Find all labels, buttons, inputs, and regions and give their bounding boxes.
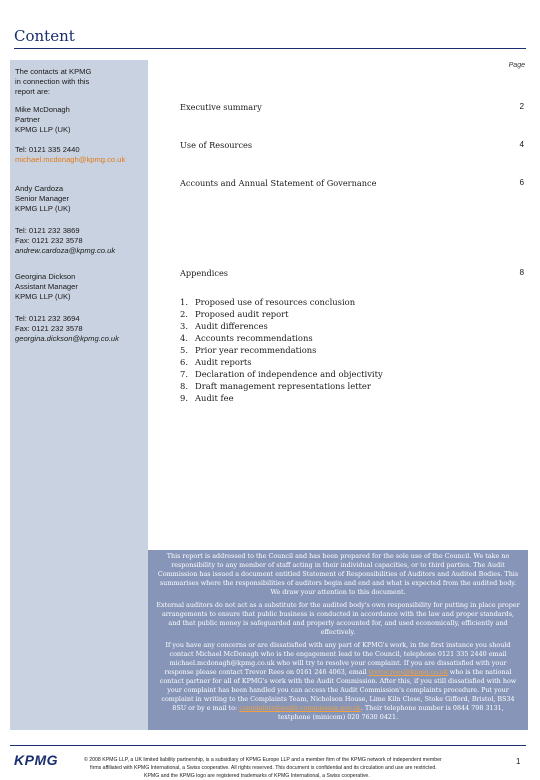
appendix-number: 4.	[180, 333, 188, 343]
contact-email[interactable]: andrew.cardoza@kpmg.co.uk	[15, 246, 116, 255]
legal-line: KPMG and the KPMG logo are registered trademarks of KPMG International, a Swiss cooperative.	[144, 773, 370, 779]
appendix-label: Prior year recommendations	[195, 345, 317, 355]
contact-org: KPMG LLP (UK)	[15, 204, 71, 213]
page-title: Content	[14, 27, 75, 45]
appendix-number: 8.	[180, 381, 188, 391]
contact-name: Mike McDonagh	[15, 105, 70, 114]
contact-card	[15, 105, 125, 165]
appendix-number: 9.	[180, 393, 188, 403]
contact-name: Andy Cardoza	[15, 184, 64, 193]
toc-entry-label: Use of Resources	[180, 140, 253, 150]
contact-role: Assistant Manager	[15, 282, 78, 291]
notice-text: . Their telephone number is 0844 798 3131, textphone (minicom) 020 7630 0421.	[277, 704, 504, 721]
appendix-item[interactable]	[180, 308, 383, 320]
footer-divider	[10, 745, 526, 746]
contact-card	[15, 272, 119, 344]
contact-role: Senior Manager	[15, 194, 70, 203]
appendix-item[interactable]	[180, 296, 383, 308]
contact-card	[15, 184, 115, 256]
contact-fax: Fax: 0121 232 3578	[15, 324, 83, 333]
intro-line: in connection with this	[15, 77, 90, 86]
notice-paragraph	[156, 641, 520, 722]
appendix-number: 2.	[180, 309, 188, 319]
toc-entry[interactable]	[180, 268, 526, 278]
toc-entry-page: 4	[519, 140, 524, 149]
page-number: 1	[516, 757, 521, 766]
contact-email[interactable]: michael.mcdonagh@kpmg.co.uk	[15, 155, 126, 164]
appendix-label: Audit fee	[195, 393, 234, 403]
kpmg-logo: KPMG	[14, 752, 58, 768]
appendix-item[interactable]	[180, 320, 383, 332]
notice-text: who is the national contact partner for all of KPMG's work with the Audit Commission. After this, if you still dissatisfied with how your complaint has been handled you can access the Audit Commission's complaints procedure. Put your complaint in writing to the Complaints Team, Nicholson House, Lime Kiln Close, Stoke Gifford, Bristol, BS34 8SU or by e mail to:	[159, 668, 517, 712]
toc-entry[interactable]	[180, 140, 526, 150]
appendix-label: Audit reports	[195, 357, 252, 367]
appendix-number: 3.	[180, 321, 188, 331]
toc-entry-label: Accounts and Annual Statement of Governance	[180, 178, 377, 188]
toc-entry[interactable]	[180, 178, 526, 188]
appendix-label: Proposed use of resources conclusion	[195, 297, 356, 307]
toc-entry-page: 6	[519, 178, 524, 187]
responsibility-notice	[148, 550, 528, 730]
toc-entry-page: 8	[519, 268, 524, 277]
appendix-item[interactable]	[180, 332, 383, 344]
contact-email[interactable]: georgina.dickson@kpmg.co.uk	[15, 334, 119, 343]
appendix-item[interactable]	[180, 392, 383, 404]
contact-fax: Fax: 0121 232 3578	[15, 236, 83, 245]
appendix-label: Declaration of independence and objectivity	[195, 369, 383, 379]
appendix-label: Audit differences	[195, 321, 268, 331]
email-link[interactable]: complaints@audit-commission.gov.uk	[239, 704, 361, 712]
appendix-item[interactable]	[180, 356, 383, 368]
appendix-label: Accounts recommendations	[195, 333, 313, 343]
contact-name: Georgina Dickson	[15, 272, 76, 281]
contact-role: Partner	[15, 115, 40, 124]
toc-entry[interactable]	[180, 102, 526, 112]
email-link[interactable]: trevor.rees@kpmg.co.uk	[368, 668, 448, 676]
toc-entry-label: Appendices	[180, 268, 229, 278]
page-column-header: Page	[508, 62, 525, 69]
appendix-item[interactable]	[180, 344, 383, 356]
intro-line: report are:	[15, 87, 51, 96]
contact-tel: Tel: 0121 232 3869	[15, 226, 80, 235]
legal-line: firms affiliated with KPMG International, a Swiss cooperative. All rights reserved. This document is confidential and its circulation and use are restricted.	[90, 765, 437, 771]
appendix-number: 1.	[180, 297, 188, 307]
legal-footer	[84, 756, 504, 780]
intro-line: The contacts at KPMG	[15, 67, 92, 76]
contact-tel: Tel: 0121 232 3694	[15, 314, 80, 323]
notice-paragraph: This report is addressed to the Council and has been prepared for the sole use of the Council. We take no responsibility to any member of staff acting in their individual capacities, or to third parties. The Audit Commission has issued a document entitled Statement of Responsibilities of Auditors and Audited Bodies. This summarises where the responsibilities of auditors begin and end and what is expected from the audited body. We draw your attention to this document.	[157, 552, 519, 596]
appendix-item[interactable]	[180, 368, 383, 380]
appendix-item[interactable]	[180, 380, 383, 392]
contact-org: KPMG LLP (UK)	[15, 292, 71, 301]
contact-tel: Tel: 0121 335 2440	[15, 145, 80, 154]
appendix-number: 7.	[180, 369, 188, 379]
contact-org: KPMG LLP (UK)	[15, 125, 71, 134]
notice-paragraph: External auditors do not act as a substitute for the audited body's own responsibility for putting in place proper arrangements to ensure that public business is conducted in accordance with the law and proper standards, and that public money is safeguarded and properly accounted for, and used economically, efficiently and effectively.	[156, 601, 520, 636]
appendix-number: 6.	[180, 357, 188, 367]
notice-text: If you have any concerns or are dissatisfied with any part of KPMG's work, in the first instance you should contact Michael McDonagh who is the engagement lead to the Council, telephone 0121 335 2440 email michael.mcdonagh@kpmg.co.uk who will try to resolve your complaint. If you are dissatisfied with your response please contact Trevor Rees on 0161 246 4063, email	[164, 641, 511, 676]
contacts-intro	[15, 67, 91, 97]
appendix-list	[180, 296, 383, 404]
toc-entry-label: Executive summary	[180, 102, 262, 112]
toc-entry-page: 2	[519, 102, 524, 111]
appendix-number: 5.	[180, 345, 188, 355]
legal-line: © 2008 KPMG LLP, a UK limited liability partnership, is a subsidiary of KPMG Europe LLP and a member firm of the KPMG network of independent member	[84, 757, 442, 763]
appendix-label: Proposed audit report	[195, 309, 289, 319]
appendix-label: Draft management representations letter	[195, 381, 371, 391]
title-divider	[14, 48, 526, 49]
